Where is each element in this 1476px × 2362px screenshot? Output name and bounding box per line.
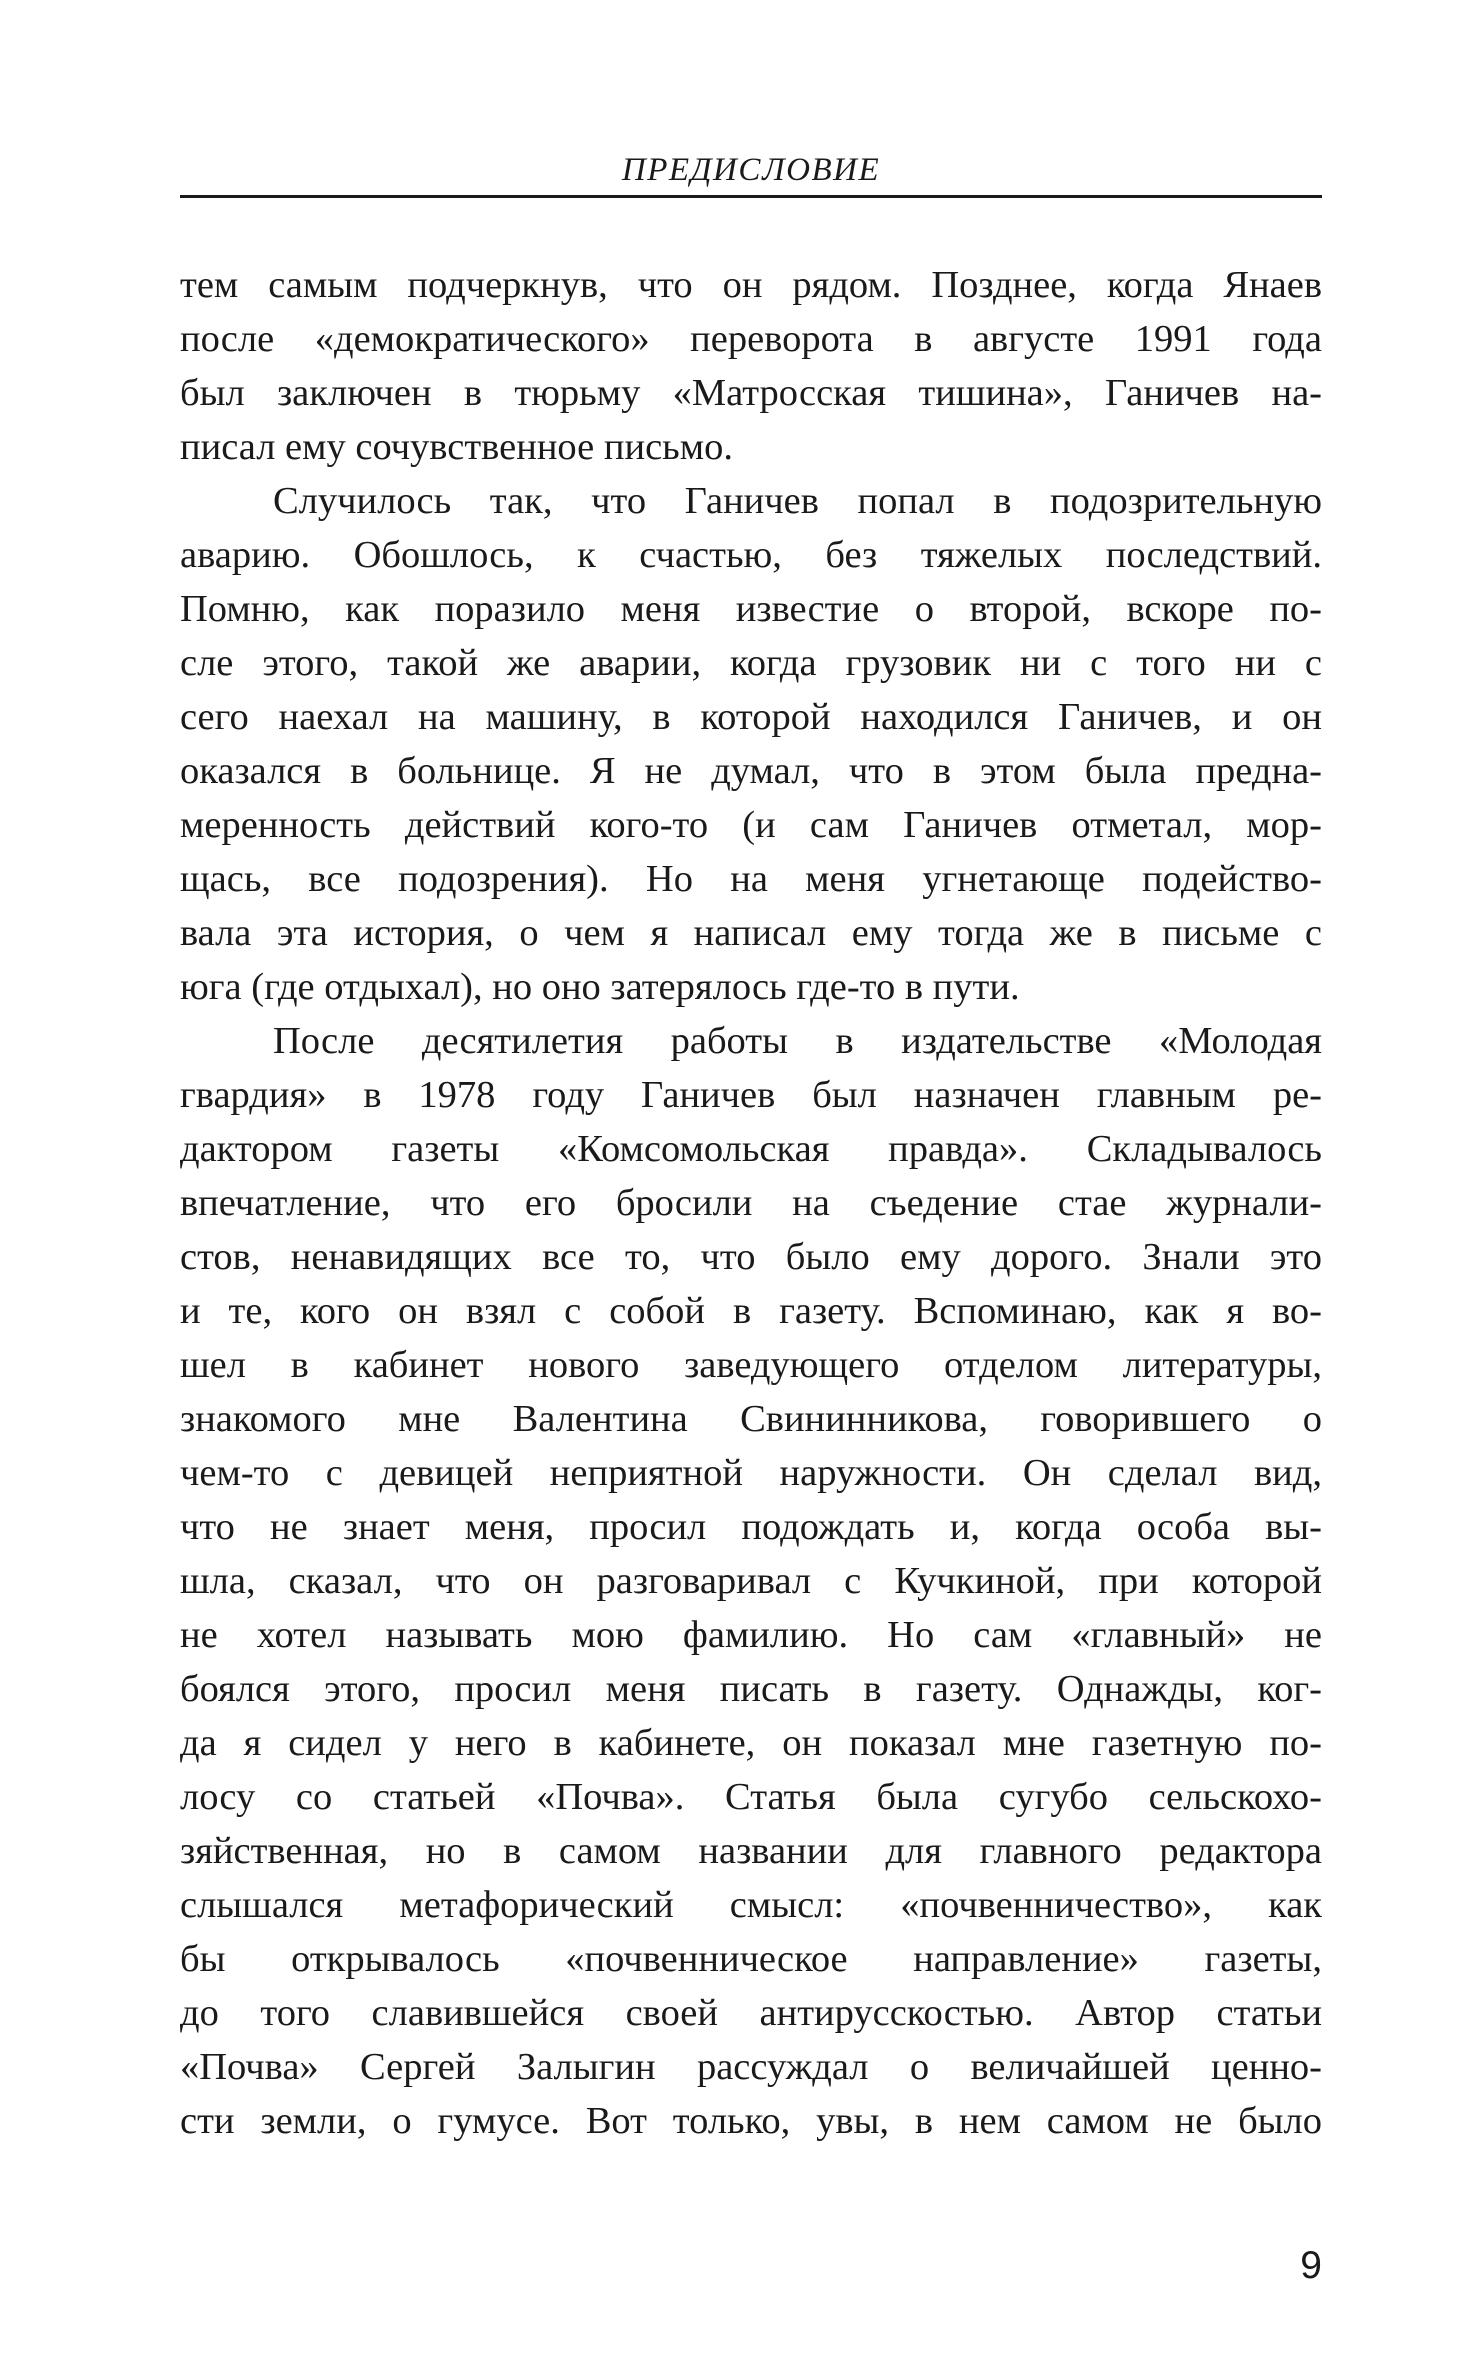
text-line: гвардия» в 1978 году Ганичев был назначен главным ре- bbox=[180, 1074, 1322, 1116]
text-line: боялся этого, просил меня писать в газету. Однажды, ког- bbox=[180, 1668, 1322, 1710]
text-line: «Почва» Сергей Залыгин рассуждал о величайшей ценно- bbox=[180, 2046, 1322, 2088]
text-line: лосу со статьей «Почва». Статья была сугубо сельскохо- bbox=[180, 1776, 1322, 1818]
text-line: до того славившейся своей антирусскостью. Автор статьи bbox=[180, 1992, 1322, 2034]
text-line: оказался в больнице. Я не думал, что в этом была предна- bbox=[180, 750, 1322, 792]
text-line: После десятилетия работы в издательстве «Молодая bbox=[273, 1020, 1322, 1062]
text-line: меренность действий кого-то (и сам Ганичев отметал, мор- bbox=[180, 804, 1322, 846]
text-line: чем-то с девицей неприятной наружности. Он сделал вид, bbox=[180, 1452, 1322, 1494]
page-number: 9 bbox=[1300, 2244, 1322, 2287]
text-line: после «демократического» переворота в августе 1991 года bbox=[180, 318, 1322, 360]
text-line: сего наехал на машину, в которой находился Ганичев, и он bbox=[180, 696, 1322, 738]
text-line: Помню, как поразило меня известие о второй, вскоре по- bbox=[180, 588, 1322, 630]
text-line: зяйственная, но в самом названии для главного редактора bbox=[180, 1830, 1322, 1872]
text-line: что не знает меня, просил подождать и, когда особа вы- bbox=[180, 1506, 1322, 1548]
text-line: тем самым подчеркнув, что он рядом. Позднее, когда Янаев bbox=[180, 264, 1322, 306]
text-line: юга (где отдыхал), но оно затерялось где-то в пути. bbox=[180, 966, 1020, 1008]
text-line: шел в кабинет нового заведующего отделом литературы, bbox=[180, 1344, 1322, 1386]
text-line: сти земли, о гумусе. Вот только, увы, в нем самом не было bbox=[180, 2100, 1322, 2142]
text-line: писал ему сочувственное письмо. bbox=[180, 426, 733, 468]
running-header: ПРЕДИСЛОВИЕ bbox=[621, 152, 881, 188]
header-rule bbox=[180, 195, 1322, 198]
text-line: сле этого, такой же аварии, когда грузовик ни с того ни с bbox=[180, 642, 1322, 684]
text-line: вала эта история, о чем я написал ему тогда же в письме с bbox=[180, 912, 1322, 954]
text-line: слышался метафорический смысл: «почвенничество», как bbox=[180, 1884, 1322, 1926]
text-line: щась, все подозрения). Но на меня угнетающе подейство- bbox=[180, 858, 1322, 900]
text-line: был заключен в тюрьму «Матросская тишина», Ганичев на- bbox=[180, 372, 1322, 414]
text-line: аварию. Обошлось, к счастью, без тяжелых последствий. bbox=[180, 534, 1322, 576]
text-line: дактором газеты «Комсомольская правда». Складывалось bbox=[180, 1128, 1322, 1170]
text-line: и те, кого он взял с собой в газету. Вспоминаю, как я во- bbox=[180, 1290, 1322, 1332]
text-line: шла, сказал, что он разговаривал с Кучкиной, при которой bbox=[180, 1560, 1322, 1602]
text-line: Случилось так, что Ганичев попал в подозрительную bbox=[273, 480, 1322, 522]
text-line: да я сидел у него в кабинете, он показал мне газетную по- bbox=[180, 1722, 1322, 1764]
text-line: не хотел называть мою фамилию. Но сам «главный» не bbox=[180, 1614, 1322, 1656]
text-line: впечатление, что его бросили на съедение стае журнали- bbox=[180, 1182, 1322, 1224]
text-line: знакомого мне Валентина Свининникова, говорившего о bbox=[180, 1398, 1322, 1440]
text-line: стов, ненавидящих все то, что было ему дорого. Знали это bbox=[180, 1236, 1322, 1278]
text-line: бы открывалось «почвенническое направление» газеты, bbox=[180, 1938, 1322, 1980]
